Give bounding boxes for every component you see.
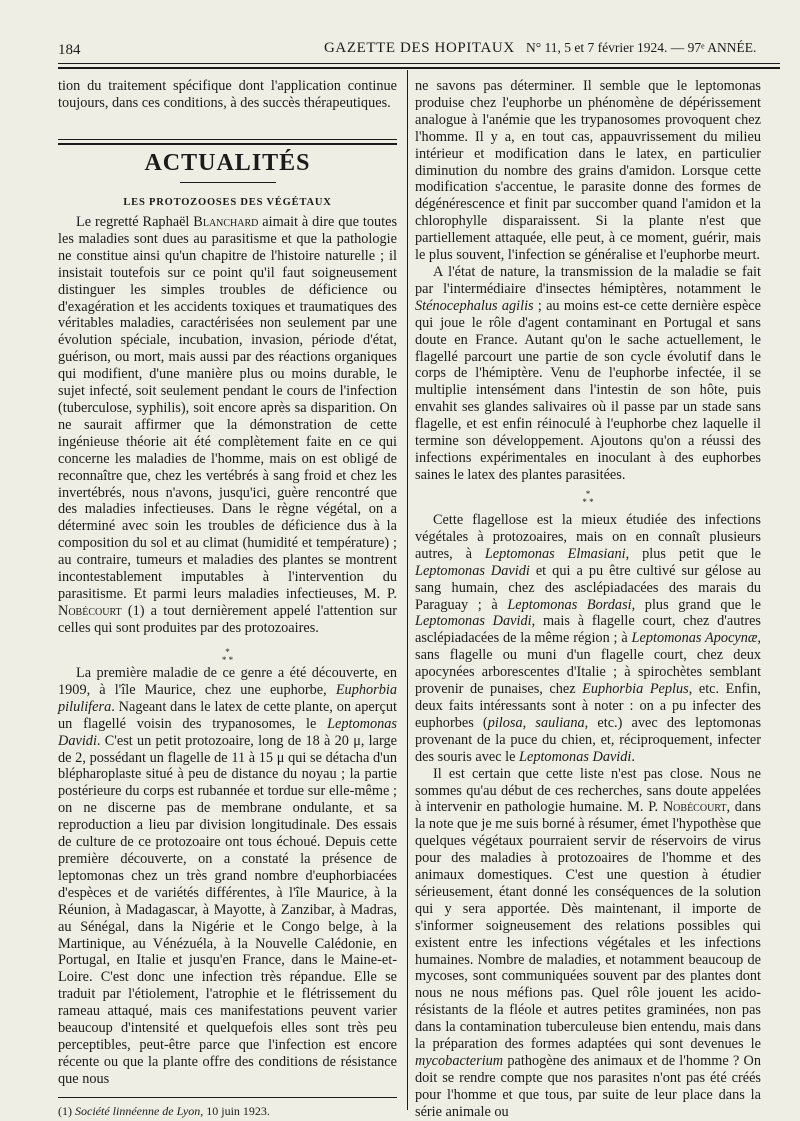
page-number: 184 — [58, 42, 81, 58]
paragraph: ne savons pas déterminer. Il semble que le leptomonas produise chez l'euphorbe un phénomène de dépérissement analogue à l'anémie que les trypanosomes provoquent chez l'homme. Il y a, en tout cas, appauvrissement du milieu intérieur et modification dans le latex, en particulier diminution du nombre des grains d'amidon. Lorsque cette modification s'accentue, le parasite donne des formes de dégénérescence et finit par succomber quand l'amidon et la chlorophylle disparaissent. Si la plante n'est que partiellement attaquée, elle peut, à ce moment, guérir, mais le plus souvent, l'infection se généralise et l'euphorbe meurt. — [415, 78, 761, 264]
footnote-rule — [58, 1097, 397, 1098]
article-title: LES PROTOZOOSES DES VÉGÉTAUX — [123, 197, 332, 208]
author-name: Nobécourt — [662, 799, 727, 816]
header-rule-thick — [58, 67, 780, 69]
right-column-text-2 — [415, 512, 761, 1121]
section-rule-thin — [58, 139, 397, 140]
right-column-text — [415, 78, 761, 484]
issue-date: N° 11, 5 et 7 février 1924. — 97ᵉ ANNÉE. — [526, 40, 757, 55]
paragraph: Cette flagellose est la mieux étudiée des infections végétales à protozoaires, mais on en connaît plusieurs autres, à Leptomonas Elmasiani, plus petit que le Leptomonas Davidi et qui a pu être cultivé sur gélose au sang humain, chez des asclépiadacées des marais du Paraguay ; à Leptomonas Bordasi, plus grand que le Leptomonas Davidi, mais à flagelle court, chez d'autres asclépiadacées de la même région ; à Leptomonas Apocynæ, sans flagelle ou muni d'un flagelle court, chez deux apocynées arborescentes d'Italie ; à spirochètes semblant provenir de punaises, chez Euphorbia Peplus, etc. Enfin, deux faits intéressants sont à noter : on a pu infecter des euphorbes (pilosa, sauliana, etc.) avec des leptomonas provenant de la puce du chien, et, réciproquement, infecter des souris avec le Leptomonas Davidi. — [415, 512, 762, 765]
section-rule-thick — [58, 143, 397, 145]
section-separator-stars: * * * — [582, 489, 594, 507]
column-divider — [407, 70, 408, 1110]
article-body-2 — [58, 665, 397, 1088]
section-title: ACTUALITÉS — [144, 150, 311, 176]
intro-paragraph: tion du traitement spécifique dont l'application continue toujours, dans ces conditions, à des succès thérapeutiques. — [58, 78, 397, 111]
author-name: Nobécourt — [58, 602, 122, 619]
paragraph: La première maladie de ce genre a été découverte, en 1909, à l'île Maurice, chez une euphorbe, Euphorbia pilulifera. Nageant dans le latex de cette plante, on aperçut un flagellé voisin des trypanosomes, le Leptomonas Davidi. C'est un petit protozoaire, long de 18 à 20 μ, large de 2, possédant un flagelle de 11 à 15 μ qui se détacha d'un blépharoplaste situé à peu de distance du noyau ; la partie postérieure du corps est rubannée et tordue sur elle-même ; on ne discerne pas de membrane ondulante, et sa reproduction a lieu par division longitudinale. Des essais de culture de ce protozoaire ont tous échoué. Depuis cette première découverte, on a constaté la présence de leptomonas chez un très grand nombre d'euphorbiacées d'espèces et de variétés différentes, à l'île Maurice, à la Réunion, à Madagascar, à Mayotte, à Zanzibar, à Madras, au Sénégal, dans la Nigérie et le Congo belge, à la Martinique, au Vénézuéla, à la Nouvelle Calédonie, en Portugal, en Italie et jusqu'en France, dans le Maine-et-Loire. C'est donc une infection très répandue. Elle se traduit par l'étiolement, l'atrophie et le flétrissement du rameau attaqué, mais ces manifestations peuvent varier beaucoup d'intensité et quelquefois elles sont très peu perceptibles, peut-être parce que l'infection est encore récente ou que la plante offre des conditions de résistance que nous — [58, 665, 397, 1087]
paragraph: Le regretté Raphaël Blanchard aimait à dire que toutes les maladies sont dues au parasitisme et que la pathologie ne constitue ainsi qu'un chapitre de l'histoire naturelle ; il insistait toutefois sur ce point qu'il faut soigneusement distinguer les simples troubles de déficience ou d'exagération et les accidents toxiques et traumatiques des véritables maladies, caractérisées non seulement par une évolution spéciale, incubation, invasion, période d'état, guérison, ou mort, mais aussi par des réactions organiques qui modifient, d'une manière plus ou moins durable, le sujet infecté, soit seulement pendant le cours de l'infection (tuberculose, syphilis), soit encore après sa disparition. On ne saurait affirmer que la démonstration de cette ingénieuse théorie ait été complètement faite en ce qui concerne les maladies de l'homme, mais on est obligé de reconnaître que, chez les vertébrés à sang froid et chez les invertébrés, nous n'avons, jusqu'ici, guère rencontré que des maladies infectieuses. Dans le règne végétal, on a déterminé avec soin les troubles de déficience dus à la composition du sol et au climat (humidité et température) ; au contraire, tumeurs et maladies des plantes se montrent incontestablement imputables à l'intervention du parasitisme. Et parmi leurs maladies infectieuses, M. P. Nobécourt (1) a tout dernièrement appelé l'attention sur celles qui sont produites par des protozoaires. — [58, 214, 398, 636]
section-separator-stars: * * * — [221, 647, 234, 665]
journal-title: GAZETTE DES HOPITAUX — [324, 40, 515, 56]
left-intro — [58, 78, 397, 112]
footnote: (1) Société linnéenne de Lyon, 10 juin 1923. — [58, 1104, 270, 1118]
page-header — [0, 38, 800, 62]
author-name: Blanchard — [193, 214, 259, 230]
header-rule-thin — [58, 63, 780, 64]
paragraph: A l'état de nature, la transmission de la maladie se fait par l'intermédiaire d'insectes hémiptères, notamment le Sténocephalus agilis ; au moins est-ce cette dernière espèce qui joue le rôle d'agent contaminant en Portugal et sans doute en France. Autant qu'on le sache actuellement, le flagellé parcourt une partie de son cycle évolutif dans le corps de l'hémiptère. Venu de l'euphorbe infectée, il se multiplie intensément dans l'intestin de son hôte, puis envahit ses glandes salivaires où il passe par un stade sans flagelle, et est enfin réinoculé à l'euphorbe chez laquelle il termine son développement. Ajoutons qu'on a réussi des infections expérimentales en inoculant à des euphorbes saines le latex des plantes parasitées. — [415, 263, 761, 483]
article-body-1 — [58, 214, 397, 637]
title-rule — [180, 182, 276, 183]
paragraph: Il est certain que cette liste n'est pas close. Nous ne sommes qu'au début de ces recherches, sans doute appelées à intervenir en pathologie humaine. M. P. Nobécourt, dans la note que je me suis borné à résumer, émet l'hypothèse que quelques végétaux pourraient servir de réservoirs de virus pour des maladies à protozoaires de l'homme et des animaux domestiques. C'est une question à étudier sérieusement, étant donné les conséquences de la solution qui y sera apportée. Dès maintenant, il importe de s'informer soigneusement des relations possibles qui existent entre les infections végétales et les infections humaines. Nombre de maladies, et notamment beaucoup de mycoses, sont communiquées souvent par des plantes dont nous ne nous méfions pas. Quel rôle jouent les acido-résistants de la fléole et autres petites graminées, non pas dans la contamination tuberculeuse bien entendu, mais dans la préparation des formes adaptées qui sont devenues le mycobacterium pathogène des animaux et de l'homme ? On doit se rendre compte que nos parasites n'ont pas été créés pour l'homme et que tous, par suite de leur place dans la série animale ou — [415, 765, 761, 1120]
